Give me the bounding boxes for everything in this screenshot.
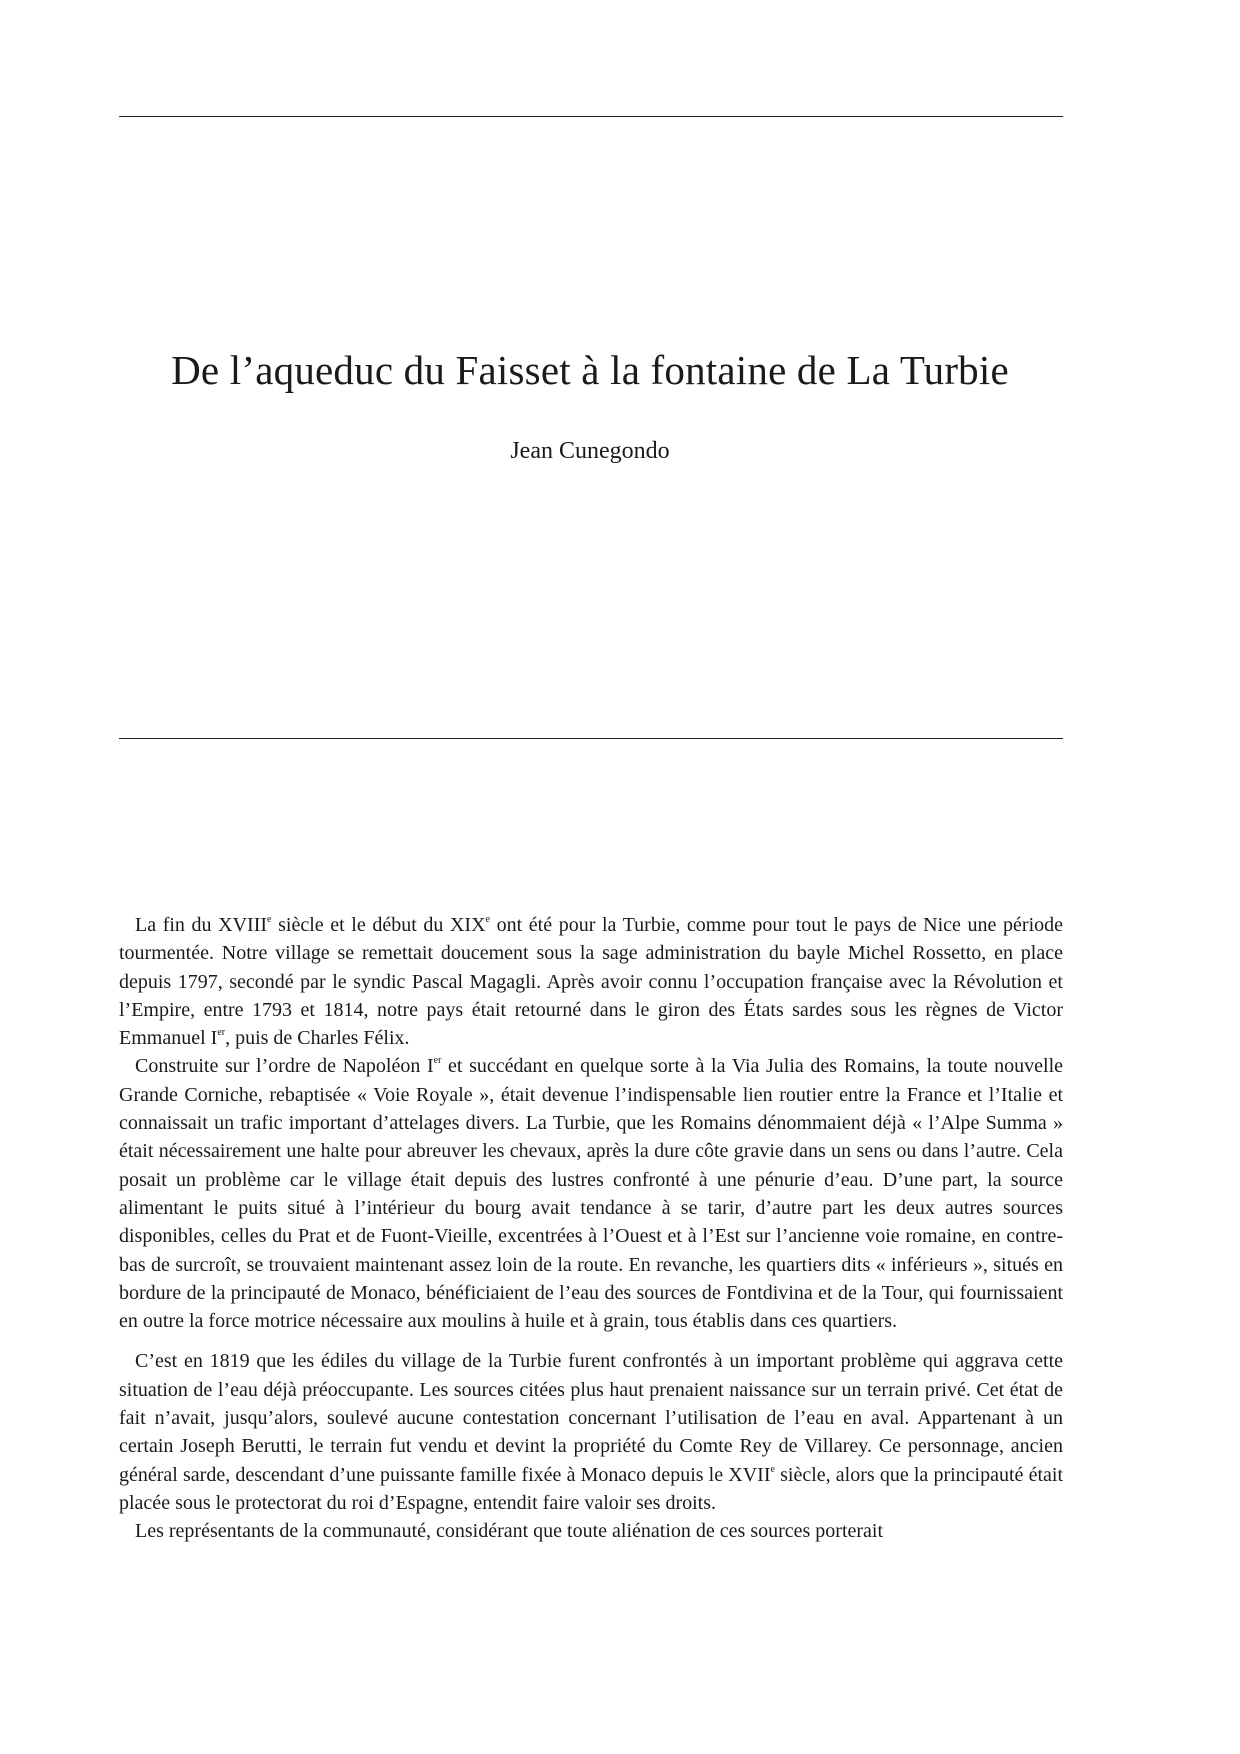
superscript: e	[485, 914, 490, 925]
body-paragraph	[119, 911, 1063, 1052]
body-paragraph	[119, 1517, 1063, 1545]
paragraph-text: siècle, alors que la principauté était placée sous le protectorat du roi d’Espagne, entendit faire valoir ses droits.	[119, 1463, 1064, 1514]
superscript: e	[267, 914, 272, 925]
paragraph-text: Construite sur l’ordre de Napoléon I	[135, 1055, 434, 1078]
superscript: e	[770, 1463, 775, 1475]
top-rule	[119, 116, 1063, 117]
paragraph-text: Les représentants de la communauté, considérant que toute aliénation de ces sources porterait	[135, 1520, 884, 1543]
article-body	[119, 911, 1063, 1546]
superscript: er	[433, 1055, 442, 1067]
paragraph-text: C’est en 1819 que les édiles du village de la Turbie furent confrontés à un important problème qui aggrava cette situation de l’eau déjà préoccupante. Les sources citées plus haut prenaient naissance sur un terrain privé. Cet état de fait n’avait, jusqu’alors, soulevé aucune contestation concernant l’utilisation de l’eau en aval. Appartenant à un certain Joseph Berutti, le terrain fut vendu et devint la propriété du Comte Rey de Villarey. Ce personnage, ancien général sarde, descendant d’une puissante famille fixée à Monaco depuis le XVII	[119, 1350, 1063, 1486]
paragraph-text: et succédant en quelque sorte à la Via Julia des Romains, la toute nouvelle Grande Corniche, rebaptisée « Voie Royale », était devenue l’indispensable lien routier entre la France et l’Italie et connaissait un trafic important d’attelages divers. La Turbie, que les Romains dénommaient déjà « l’Alpe Summa » était nécessairement une halte pour abreuver les chevaux, après la dure côte gravie dans un sens ou dans l’autre. Cela posait un problème car le village était depuis des lustres confronté à une pénurie d’eau. D’une part, la source alimentant le puits situé à l’intérieur du bourg avait tendance à se tarir, d’autre part les deux autres sources disponibles, celles du Prat et de Fuont-Vieille, excentrées à l’Ouest et à l’Est sur l’ancienne voie romaine, en contre-bas de surcroît, se trouvaient maintenant assez loin de la route. En revanche, les quartiers dits « inférieurs », situés en bordure de la principauté de Monaco, bénéficiaient de l’eau des sources de Fontdivina et de la Tour, qui fournissaient en outre la force motrice nécessaire aux moulins à huile et à grain, tous établis dans ces quartiers.	[119, 1055, 1063, 1333]
body-paragraph	[119, 1052, 1063, 1335]
article-author: Jean Cunegondo	[510, 438, 670, 464]
superscript: er	[217, 1027, 226, 1039]
paragraph-text: La fin du XVIII	[135, 914, 268, 936]
article-title: De l’aqueduc du Faisset à la fontaine de La Turbie	[171, 347, 1009, 393]
bottom-rule	[119, 738, 1063, 739]
paragraph-text: ont été pour la Turbie, comme pour tout le pays de Nice une période tourmentée. Notre village se remettait doucement sous la sage administration du bayle Michel Rossetto, en place depuis 1797, secondé par le syndic Pascal Magagli. Après avoir connu l’occupation française avec la Révolution et l’Empire, entre 1793 et 1814, notre pays était retourné dans le giron des États sardes sous les règnes de Victor Emmanuel I	[119, 914, 1064, 1050]
paragraph-text: , puis de Charles Félix.	[225, 1027, 410, 1050]
body-paragraph	[119, 1347, 1063, 1517]
paragraph-text: siècle et le début du XIX	[271, 914, 486, 936]
